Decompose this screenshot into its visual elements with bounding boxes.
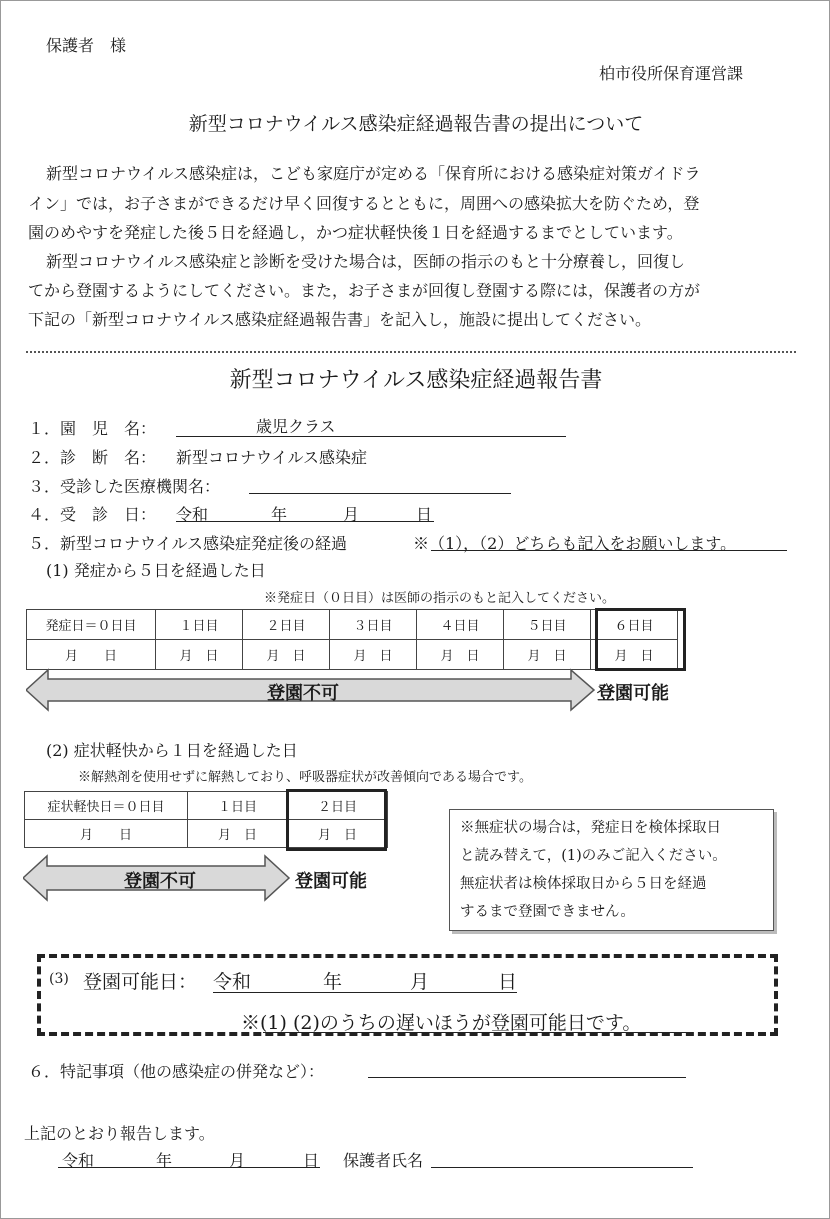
item6-label: ６．特記事項（他の感染症の併発など）： xyxy=(28,1062,325,1081)
asymptomatic-note-line: するまで登園できません。 xyxy=(460,904,635,920)
item3-label: ３．受診した医療機関名： xyxy=(28,477,221,496)
visit-year: 年 xyxy=(271,505,288,524)
s1-date-cell[interactable] xyxy=(417,640,504,670)
s1-date-cell[interactable] xyxy=(156,640,243,670)
available-date-field[interactable] xyxy=(213,992,517,993)
s2-date-cell[interactable] xyxy=(188,820,288,848)
month-unit: 月 xyxy=(79,828,93,843)
asymptomatic-note-line: ※無症状の場合は，発症日を検体採取日 xyxy=(460,820,721,836)
closing-month: 月 xyxy=(229,1151,246,1170)
section2-note: ※解熱剤を使用せずに解熱しており、呼吸器症状が改善傾向である場合です。 xyxy=(78,770,532,785)
closing-era: 令和 xyxy=(62,1151,95,1170)
guardian-label: 保護者氏名 xyxy=(343,1151,424,1170)
visit-date-field[interactable] xyxy=(176,521,434,522)
section3-number: (3) xyxy=(49,971,69,987)
asymptomatic-note-box xyxy=(449,809,774,931)
s1-header: 発症日＝０日目 xyxy=(27,610,156,640)
closing-text: 上記のとおり報告します。 xyxy=(24,1124,215,1143)
asymptomatic-note-line: 無症状者は検体採取日から５日を経過 xyxy=(460,876,707,892)
visit-month: 月 xyxy=(343,505,360,524)
s1-allowed-label: 登園可能 xyxy=(597,683,669,704)
intro-line: てから登園するようにしてください。また，お子さまが回復し登園する際には，保護者の方が xyxy=(28,281,701,300)
section1-title: (1) 発症から５日を経過した日 xyxy=(46,561,266,580)
item5-note: ※（1），（2）どちらも記入をお願いします。 xyxy=(413,534,737,553)
section3-note-underline xyxy=(263,1032,688,1033)
section3-day: 日 xyxy=(498,971,518,993)
s2-not-allowed-label: 登園不可 xyxy=(124,871,196,892)
addressee: 保護者 様 xyxy=(46,36,127,55)
day-unit: 日 xyxy=(344,828,358,843)
intro-line: 新型コロナウイルス感染症は，こども家庭庁が定める「保育所における感染症対策ガイドラ xyxy=(46,164,701,183)
visit-day: 日 xyxy=(416,505,433,524)
sender: 柏市役所保育運営課 xyxy=(599,64,744,83)
section3-month: 月 xyxy=(410,971,430,993)
month-unit: 月 xyxy=(527,649,541,664)
guardian-name-field[interactable] xyxy=(431,1167,693,1168)
s1-header: ５日目 xyxy=(504,610,591,640)
intro-line: 園のめやすを発症した後５日を経過し，かつ症状軽快後１日を経過するまでとしています。 xyxy=(28,223,683,242)
month-unit: 月 xyxy=(440,649,454,664)
institution-field[interactable] xyxy=(249,493,511,494)
item5-note-underline xyxy=(431,550,787,551)
month-unit: 月 xyxy=(353,649,367,664)
s1-not-allowed-label: 登園不可 xyxy=(267,683,339,704)
s1-header: ２日目 xyxy=(243,610,330,640)
intro-line: イン」では，お子さまができるだけ早く回復するとともに，周囲への感染拡大を防ぐため，登 xyxy=(28,194,700,213)
s1-header: ４日目 xyxy=(417,610,504,640)
notes-field[interactable] xyxy=(368,1077,686,1078)
section2-title: (2) 症状軽快から１日を経過した日 xyxy=(46,741,298,760)
s2-header: ２日目 xyxy=(288,792,388,820)
cut-line xyxy=(26,351,796,353)
s1-header: ３日目 xyxy=(330,610,417,640)
item4-label: ４．受 診 日： xyxy=(28,505,157,524)
intro-title: 新型コロナウイルス感染症経過報告書の提出について xyxy=(188,113,644,135)
section1-table xyxy=(26,609,678,670)
section3-label: 登園可能日： xyxy=(83,971,198,993)
s1-date-cell[interactable] xyxy=(504,640,591,670)
month-unit: 月 xyxy=(179,649,193,664)
section1-note: ※発症日（０日目）は医師の指示のもと記入してください。 xyxy=(264,591,616,606)
day-unit: 日 xyxy=(205,649,219,664)
form-title: 新型コロナウイルス感染症経過報告書 xyxy=(229,368,603,393)
asymptomatic-note-line: と読み替えて，(1)のみご記入ください。 xyxy=(460,848,727,864)
closing-year: 年 xyxy=(156,1151,173,1170)
s2-header: 症状軽快日＝０日目 xyxy=(25,792,188,820)
diagnosis-value: 新型コロナウイルス感染症 xyxy=(176,448,368,467)
section3-year: 年 xyxy=(323,971,343,993)
closing-day: 日 xyxy=(303,1151,320,1170)
day-unit: 日 xyxy=(640,649,654,664)
report-date-field[interactable] xyxy=(58,1167,320,1168)
month-unit: 月 xyxy=(217,828,231,843)
month-unit: 月 xyxy=(266,649,280,664)
s1-available-highlight xyxy=(595,608,686,671)
class-field-line xyxy=(176,436,566,437)
visit-era: 令和 xyxy=(176,505,209,524)
month-unit: 月 xyxy=(614,649,628,664)
day-unit: 日 xyxy=(553,649,567,664)
day-unit: 日 xyxy=(244,828,258,843)
item5-label: ５．新型コロナウイルス感染症発症後の経過 xyxy=(28,534,348,553)
s2-date-cell[interactable] xyxy=(25,820,188,848)
s1-date-cell[interactable] xyxy=(330,640,417,670)
s1-date-cell[interactable] xyxy=(27,640,156,670)
month-unit: 月 xyxy=(317,828,331,843)
day-unit: 日 xyxy=(292,649,306,664)
class-field[interactable]: 歳児クラス xyxy=(256,417,336,436)
section3-note: ※(1) (2)のうちの遅いほうが登園可能日です。 xyxy=(241,1012,642,1034)
intro-line: 新型コロナウイルス感染症と診断を受けた場合は，医師の指示のもと十分療養し，回復し xyxy=(46,252,686,271)
section3-era: 令和 xyxy=(213,971,252,993)
item2-label: ２．診 断 名： xyxy=(28,448,157,467)
day-unit: 日 xyxy=(379,649,393,664)
day-unit: 日 xyxy=(466,649,480,664)
month-unit: 月 xyxy=(64,649,78,664)
item1-label: １．園 児 名： xyxy=(28,419,157,438)
day-unit: 日 xyxy=(104,649,118,664)
s1-date-cell[interactable] xyxy=(243,640,330,670)
s2-available-highlight xyxy=(286,789,387,851)
s2-header: １日目 xyxy=(188,792,288,820)
s1-header: １日目 xyxy=(156,610,243,640)
s2-allowed-label: 登園可能 xyxy=(295,871,367,892)
s1-header: ６日目 xyxy=(591,610,678,640)
intro-line: 下記の「新型コロナウイルス感染症経過報告書」を記入し，施設に提出してください。 xyxy=(28,310,652,329)
day-unit: 日 xyxy=(119,828,133,843)
